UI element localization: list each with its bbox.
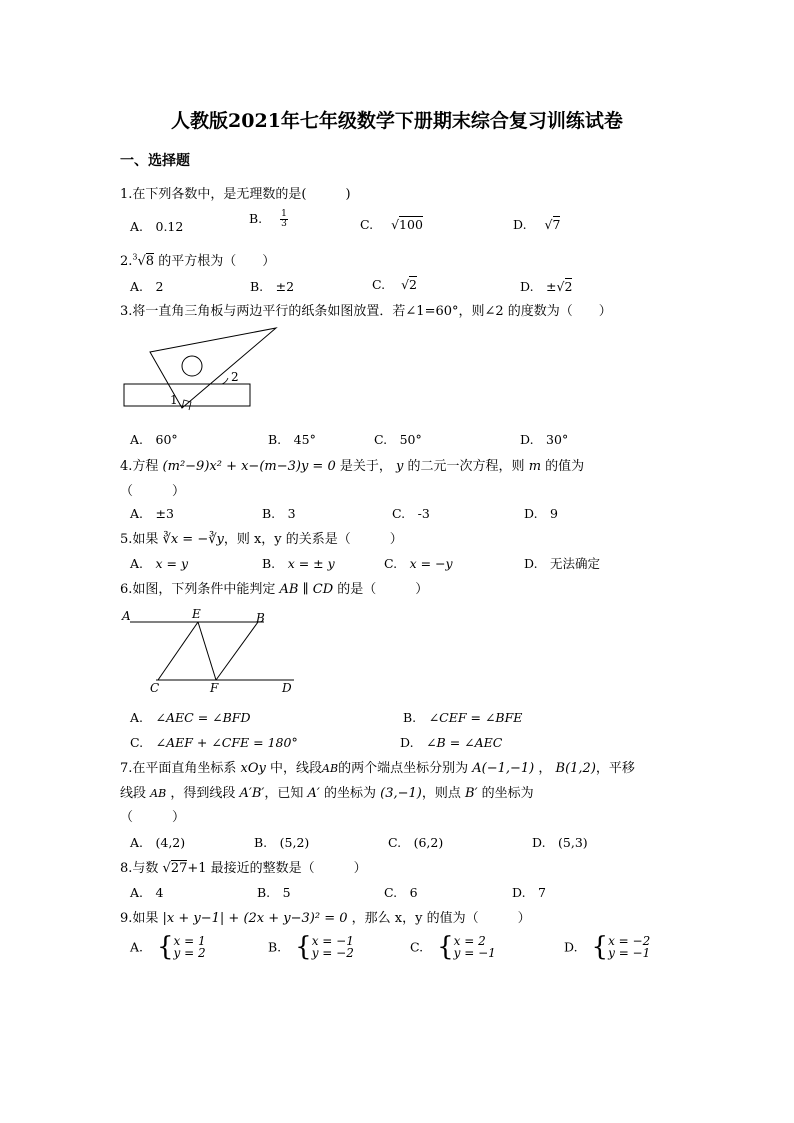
- q3-option-d: D. 30°: [520, 432, 569, 447]
- point-c-label: C: [150, 681, 160, 695]
- q8-option-a: A. 4: [130, 885, 164, 900]
- q6-d-math: ∠B = ∠AEC: [426, 735, 503, 750]
- q1-option-b: [249, 210, 288, 229]
- question-6-stem: [120, 578, 428, 597]
- q9-b-label: B.: [268, 939, 282, 955]
- q9-c-label: C.: [410, 939, 424, 955]
- q6-option-a: [130, 708, 251, 726]
- q7-xoy: xOy: [240, 761, 266, 776]
- q2-c-label: C.: [372, 277, 386, 292]
- q4-stem-pre: 4.方程: [120, 459, 159, 474]
- q4-var-y: y: [396, 459, 404, 474]
- question-7-line-2: [120, 782, 534, 801]
- system-eq-x: x = 1: [173, 934, 206, 948]
- q4-option-c: C. -3: [392, 506, 430, 521]
- q3-option-a: A. 60°: [130, 432, 178, 447]
- question-3-stem: 3.将一直角三角板与两边平行的纸条如图放置．若∠1=60°，则∠2 的度数为（ ）: [120, 304, 612, 319]
- system-eq-x: x = −2: [608, 934, 651, 948]
- q7-option-a: A. (4,2): [130, 835, 186, 850]
- q8-stem-pre: 8.与数: [120, 861, 159, 876]
- left-brace: {: [295, 932, 312, 962]
- q5-b-math: x = ± y: [287, 556, 335, 571]
- q1-b-label: B.: [249, 211, 263, 226]
- q7-ab: AB: [322, 762, 339, 775]
- q9-stem-pre: 9.如果: [120, 911, 159, 926]
- q9-option-c: [410, 934, 496, 960]
- q7-text: 的坐标为: [323, 786, 376, 801]
- q5-option-c: [384, 554, 453, 572]
- system-eq-y: y = −1: [608, 946, 651, 960]
- system-eq-x: x = −1: [311, 934, 354, 948]
- q8-stem-post: +1 最接近的整数是（ ）: [187, 861, 367, 876]
- equation-system: [454, 935, 496, 959]
- radicand: 2: [564, 279, 573, 294]
- q7-point-b: B(1,2): [555, 761, 596, 776]
- q7-option-c: C. (6,2): [388, 835, 444, 850]
- angle-2-label: 2: [231, 370, 239, 384]
- point-a-label: A: [122, 609, 131, 623]
- q4-equation: (m²−9)x² + x−(m−3)y = 0: [162, 459, 336, 474]
- q2-stem-text: 的平方根为（ ）: [154, 254, 276, 269]
- q7-text: 线段: [120, 786, 147, 801]
- q6-option-b: [403, 708, 522, 726]
- q2-d-label: D. ±: [520, 279, 557, 294]
- q9-equation: |x + y−1| + (2x + y−3)² = 0: [162, 911, 348, 926]
- q9-d-label: D.: [564, 939, 578, 955]
- q7-option-b: B. (5,2): [254, 835, 310, 850]
- q4-option-d: D. 9: [524, 506, 559, 521]
- q7-point-a: A(−1,−1): [472, 761, 535, 776]
- q4-stem-end: 的值为: [545, 459, 585, 474]
- q7-text: 的两个端点坐标分别为: [338, 761, 469, 776]
- q4-answer-paren: （ ）: [120, 484, 186, 499]
- q4-option-b: B. 3: [262, 506, 296, 521]
- q3-option-c: C. 50°: [374, 432, 422, 447]
- q7-coord: (3,−1): [380, 786, 422, 801]
- q9-a-label: A.: [130, 939, 144, 955]
- left-brace: {: [437, 932, 454, 962]
- point-d-label: D: [282, 681, 292, 695]
- q1-d-label: D.: [513, 217, 527, 232]
- segment-ef: [198, 622, 216, 680]
- root-index: 3: [132, 252, 138, 262]
- q5-equation: ∛x = −∛y: [162, 532, 224, 547]
- q5-a-math: x = y: [155, 556, 189, 571]
- q6-option-d: [400, 733, 502, 751]
- q7-b-prime: B′: [465, 786, 478, 801]
- q4-var-m: m: [528, 459, 542, 474]
- q7-comma: ，: [538, 761, 552, 776]
- q6-stem-pre: 6.如图，下列条件中能判定: [120, 582, 276, 597]
- q4-option-a: A. ±3: [130, 506, 174, 521]
- q6-a-math: ∠AEC = ∠BFD: [155, 710, 251, 725]
- q9-option-a: [130, 934, 206, 960]
- question-4-stem: [120, 455, 584, 474]
- section-heading: 一、选择题: [120, 153, 190, 169]
- angle-1-label: 1: [170, 393, 178, 407]
- q6-c-math: ∠AEF + ∠CFE = 180°: [155, 735, 298, 750]
- q5-stem-post: ，则 x，y 的关系是（ ）: [223, 532, 403, 547]
- radicand: 7: [552, 217, 561, 232]
- point-b-label: B: [256, 611, 265, 625]
- q7-text: ，已知: [264, 786, 304, 801]
- q7-text: 的坐标为: [481, 786, 534, 801]
- q5-option-a: [130, 554, 188, 572]
- q4-stem-mid: 是关于，: [339, 459, 392, 474]
- parallel-lines-figure: [118, 604, 308, 700]
- question-8-stem: [120, 857, 367, 876]
- q9-stem-post: ，那么 x，y 的值为（ ）: [351, 911, 531, 926]
- sqrt-symbol: √: [544, 217, 553, 232]
- q2-option-b: B. ±2: [250, 279, 295, 294]
- q8-option-b: B. 5: [257, 885, 291, 900]
- q2-option-a: A. 2: [130, 279, 164, 294]
- ruler-hole: [182, 356, 202, 376]
- q6-a-label: A.: [130, 710, 144, 725]
- left-brace: {: [157, 932, 174, 962]
- sqrt-symbol: √: [556, 279, 565, 294]
- q5-b-label: B.: [262, 556, 276, 571]
- q9-option-d: [564, 934, 650, 960]
- left-brace: {: [591, 932, 609, 962]
- q1-option-c: [360, 217, 423, 232]
- q6-parallel: AB ∥ CD: [279, 582, 334, 597]
- system-eq-y: y = 2: [173, 946, 206, 960]
- system-eq-x: x = 2: [453, 934, 486, 948]
- question-7-line-1: [120, 757, 635, 776]
- q1-option-d: [513, 217, 560, 232]
- equation-system: [174, 935, 206, 959]
- sqrt-symbol: √: [162, 861, 171, 876]
- q7-ab: AB: [150, 787, 167, 800]
- equation-system: [312, 935, 354, 959]
- system-eq-y: y = −2: [311, 946, 354, 960]
- radicand: 8: [145, 254, 155, 269]
- radicand: 2: [409, 277, 417, 292]
- point-f-label: F: [210, 681, 219, 695]
- q8-option-d: D. 7: [512, 885, 547, 900]
- q7-option-d: D. (5,3): [532, 835, 588, 850]
- fraction: [280, 210, 288, 229]
- q7-text: 7.在平面直角坐标系: [120, 761, 237, 776]
- q2-number: 2.: [120, 254, 133, 269]
- q2-option-c: [372, 277, 417, 292]
- q7-text: 中，线段: [270, 761, 323, 776]
- q6-option-c: [130, 733, 298, 751]
- q9-option-b: [268, 934, 354, 960]
- point-e-label: E: [192, 607, 201, 621]
- equation-system: [608, 935, 650, 959]
- question-5-stem: [120, 528, 403, 547]
- triangle-ruler: [150, 328, 276, 408]
- q5-stem-pre: 5.如果: [120, 532, 159, 547]
- q8-option-c: C. 6: [384, 885, 418, 900]
- q4-stem-post: 的二元一次方程，则: [407, 459, 525, 474]
- q5-c-label: C.: [384, 556, 398, 571]
- system-eq-y: y = −1: [453, 946, 496, 960]
- q5-option-b: [262, 554, 335, 572]
- sqrt-symbol: √: [137, 254, 146, 269]
- q1-option-a: A. 0.12: [130, 219, 184, 234]
- angle-2-arc: [222, 378, 228, 384]
- segment-ce: [158, 622, 198, 680]
- sqrt-symbol: √: [401, 277, 410, 292]
- q7-text: ，平移: [595, 761, 635, 776]
- radicand: 100: [399, 217, 423, 232]
- paper-strip: [124, 384, 250, 406]
- q6-stem-post: 的是（ ）: [337, 582, 429, 597]
- numerator: 1: [281, 209, 287, 219]
- q1-c-label: C.: [360, 217, 374, 232]
- q2-option-d: [520, 277, 572, 295]
- q7-a-prime-b-prime: A′B′: [239, 786, 265, 801]
- right-angle-mark: [182, 400, 191, 410]
- q7-text: ，则点: [421, 786, 461, 801]
- question-9-stem: [120, 907, 531, 926]
- q7-answer-paren: （ ）: [120, 810, 186, 825]
- segment-fb: [216, 622, 258, 680]
- q6-b-label: B.: [403, 710, 417, 725]
- question-2-stem: [120, 250, 275, 269]
- denominator: 3: [281, 219, 287, 229]
- q5-c-math: x = −y: [409, 556, 453, 571]
- q7-text: ，得到线段: [170, 786, 236, 801]
- q3-option-b: B. 45°: [268, 432, 316, 447]
- q5-option-d: D. 无法确定: [524, 556, 601, 571]
- q6-d-label: D.: [400, 735, 414, 750]
- triangle-ruler-figure: [118, 322, 288, 418]
- q6-b-math: ∠CEF = ∠BFE: [428, 710, 523, 725]
- q6-c-label: C.: [130, 735, 144, 750]
- q5-a-label: A.: [130, 556, 144, 571]
- page-title: 人教版2021年七年级数学下册期末综合复习训练试卷: [171, 110, 623, 132]
- sqrt-symbol: √: [391, 217, 400, 232]
- radicand: 27: [170, 861, 188, 876]
- question-1-stem: 1.在下列各数中，是无理数的是( ): [120, 187, 351, 202]
- q7-a-prime: A′: [307, 786, 320, 801]
